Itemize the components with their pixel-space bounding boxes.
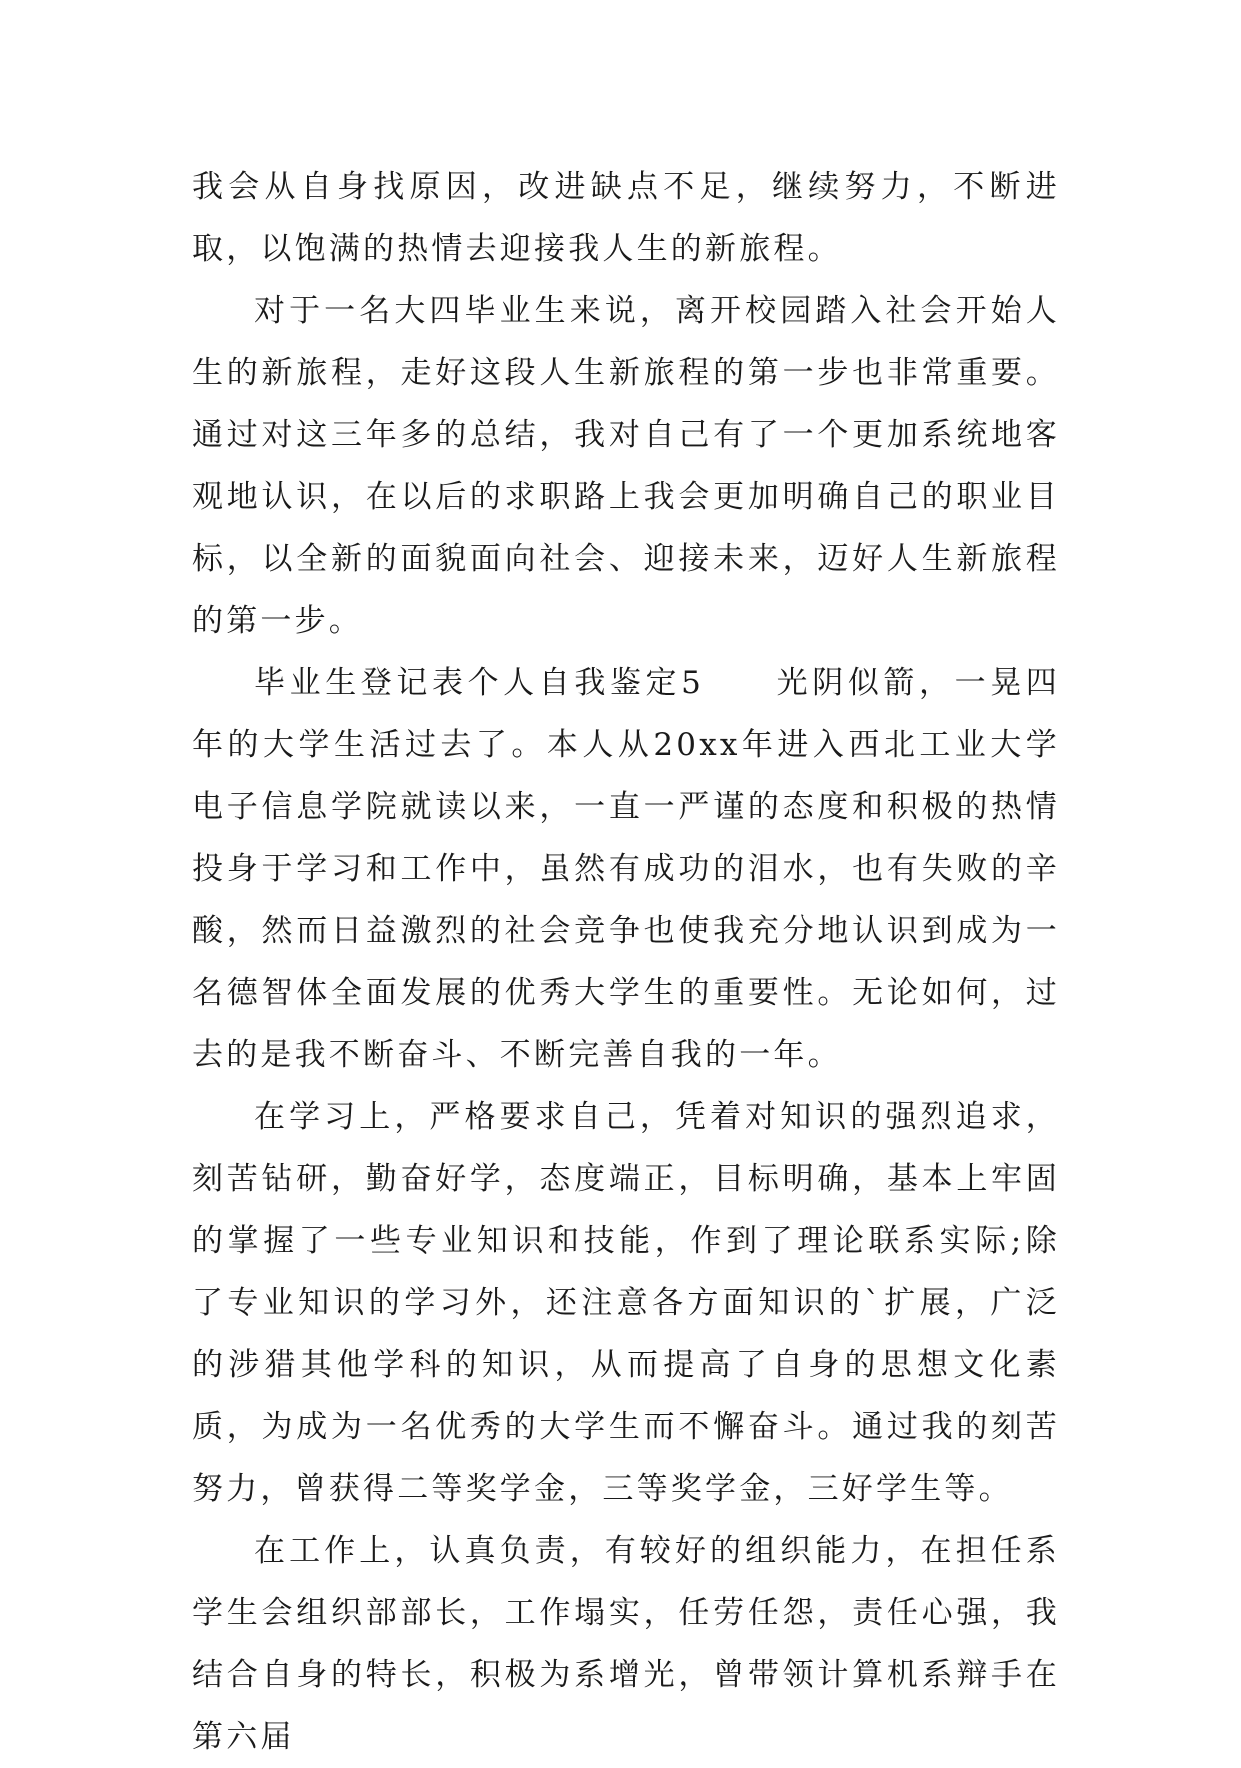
document-body: [192, 156, 1060, 1768]
paragraph-4: 在学习上，严格要求自己，凭着对知识的强烈追求，刻苦钻研，勤奋好学，态度端正，目标明确，基本上牢固的掌握了一些专业知识和技能，作到了理论联系实际;除了专业知识的学习外，还注意各方面知识的`扩展，广泛的涉猎其他学科的知识，从而提高了自身的思想文化素质，为成为一名优秀的大学生而不懈奋斗。通过我的刻苦努力，曾获得二等奖学金，三等奖学金，三好学生等。: [192, 1099, 1060, 1507]
paragraph-1: 我会从自身找原因，改进缺点不足，继续努力，不断进取，以饱满的热情去迎接我人生的新旅程。: [192, 169, 1060, 267]
paragraph-5: 在工作上，认真负责，有较好的组织能力，在担任系学生会组织部部长，工作塌实，任劳任怨，责任心强，我结合自身的特长，积极为系增光，曾带领计算机系辩手在第六届: [192, 1533, 1060, 1755]
paragraph-3: 毕业生登记表个人自我鉴定5 光阴似箭，一晃四年的大学生活过去了。本人从20xx年进入西北工业大学电子信息学院就读以来，一直一严谨的态度和积极的热情投身于学习和工作中，虽然有成功的泪水，也有失败的辛酸，然而日益激烈的社会竞争也使我充分地认识到成为一名德智体全面发展的优秀大学生的重要性。无论如何，过去的是我不断奋斗、不断完善自我的一年。: [192, 665, 1060, 1073]
paragraph-2: 对于一名大四毕业生来说，离开校园踏入社会开始人生的新旅程，走好这段人生新旅程的第一步也非常重要。通过对这三年多的总结，我对自己有了一个更加系统地客观地认识，在以后的求职路上我会更加明确自己的职业目标，以全新的面貌面向社会、迎接未来，迈好人生新旅程的第一步。: [192, 293, 1060, 639]
